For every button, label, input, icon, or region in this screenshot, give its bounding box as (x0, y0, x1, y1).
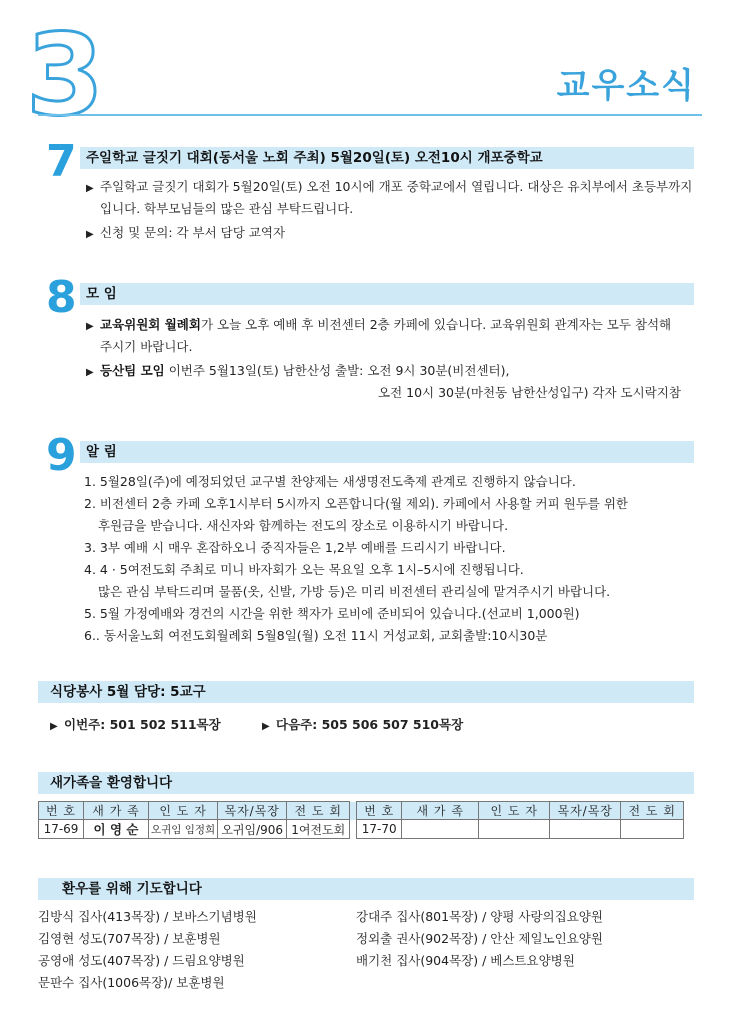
section7-title: 주일학교 글짓기 대회(동서울 노회 주최) 5월20일(토) 오전10시 개포중학교 (86, 150, 543, 166)
table-cell: 이 영 순 (84, 820, 149, 839)
prayer-item: 문판수 집사(1006목장)/ 보훈병원 (38, 975, 225, 990)
table-cell (479, 820, 550, 839)
notice-line: 많은 관심 부탁드리며 물품(옷, 신발, 가방 등)은 미리 비전센터 관리실에 맡겨주시기 바랍니다. (98, 584, 611, 599)
table-cell: 오귀임 임정희 (149, 820, 218, 839)
dining-title: 식당봉사 5월 담당: 5교구 (50, 684, 206, 700)
section7-line-2: 입니다. 학부모님들의 많은 관심 부탁드립니다. (100, 201, 354, 216)
section8-item-1: ▶ 교육위원회 월례회가 오늘 오후 예배 후 비전센터 2층 카페에 있습니다. 교육위원회 관계자는 모두 참석해 (86, 314, 671, 338)
section7-header-bar (80, 147, 694, 169)
header-cell: 전 도 회 (287, 802, 350, 820)
prayer-title: 환우를 위해 기도합니다 (62, 881, 202, 897)
table-cell (550, 820, 621, 839)
table-cell: 1여전도회 (287, 820, 350, 839)
prayer-item: 배기천 집사(904목장) / 베스트요양병원 (356, 953, 575, 968)
header-cell: 번 호 (357, 802, 402, 820)
bullet-icon: ▶ (86, 183, 94, 194)
notice-line: 3. 3부 예배 시 매우 혼잡하오니 중직자들은 1,2부 예배를 드리시기 바랍니다. (84, 540, 506, 555)
dining-header-bar (38, 681, 694, 703)
bullet-icon: ▶ (50, 721, 58, 732)
table-cell (402, 820, 479, 839)
section7-number: 7 (46, 136, 77, 187)
table-gap (350, 820, 357, 839)
notice-line: 5. 5월 가정예배와 경건의 시간을 위한 책자가 로비에 준비되어 있습니다.(선교비 1,000원) (84, 606, 580, 621)
table-gap (350, 802, 357, 820)
dining-this-week: ▶ 이번주: 501 502 511목장 (50, 714, 221, 738)
welcome-header-bar (38, 772, 694, 794)
notice-line: 후원금을 받습니다. 새신자와 함께하는 전도의 장소로 이용하시기 바랍니다. (98, 518, 509, 533)
header-cell: 인 도 자 (479, 802, 550, 820)
table-cell (621, 820, 684, 839)
header-cell: 새 가 족 (402, 802, 479, 820)
bullet-icon: ▶ (86, 229, 94, 240)
prayer-header-bar (38, 878, 694, 900)
prayer-item: 정외출 권사(902목장) / 안산 제일노인요양원 (356, 931, 603, 946)
welcome-title: 새가족을 환영합니다 (50, 775, 173, 791)
notice-line: 6.. 동서울노회 여전도회월례회 5월8일(월) 오전 11시 거성교회, 교회출발:10시30분 (84, 628, 548, 643)
section8-header-bar (80, 283, 694, 305)
notice-line: 4. 4 · 5여전도회 주최로 미니 바자회가 오는 목요일 오후 1시–5시에 진행됩니다. (84, 562, 524, 577)
section8-title: 모 임 (86, 286, 117, 302)
notice-line: 2. 비전센터 2층 카페 오후1시부터 5시까지 오픈합니다(월 제외). 카페에서 사용할 커피 원두를 위한 (84, 496, 628, 511)
table-row (39, 820, 684, 839)
page-number (20, 18, 116, 128)
section8-item-2-cont: 오전 10시 30분(마천동 남한산성입구) 각자 도시락지참 (378, 385, 681, 400)
header-cell: 새 가 족 (84, 802, 149, 820)
prayer-item: 김영현 성도(707목장) / 보훈병원 (38, 931, 221, 946)
section9-header-bar (80, 441, 694, 463)
bullet-icon: ▶ (86, 321, 94, 332)
welcome-table (38, 801, 684, 839)
bullet-icon: ▶ (86, 367, 94, 378)
section8-item-2: ▶ 등산팀 모임 이번주 5월13일(토) 남한산성 출발: 오전 9시 30분(비전센터), (86, 360, 509, 384)
table-header-row (39, 802, 684, 820)
section7-line-3: ▶ 신청 및 문의: 각 부서 담당 교역자 (86, 222, 285, 246)
prayer-item: 공영애 성도(407목장) / 드림요양병원 (38, 953, 245, 968)
table-cell: 오귀임/906 (218, 820, 287, 839)
section9-title: 알 림 (86, 444, 117, 460)
page-title: 교우소식 (556, 66, 696, 106)
header-cell: 번 호 (39, 802, 84, 820)
table-cell: 17-69 (39, 820, 84, 839)
header-cell: 목자/목장 (218, 802, 287, 820)
section8-item-1-cont: 주시기 바랍니다. (100, 339, 193, 354)
header-cell: 인 도 자 (149, 802, 218, 820)
prayer-item: 김방식 집사(413목장) / 보바스기념병원 (38, 909, 257, 924)
dining-next-week: ▶ 다음주: 505 506 507 510목장 (262, 714, 463, 738)
section7-line-1: ▶ 주일학교 글짓기 대회가 5월20일(토) 오전 10시에 개포 중학교에서 열립니다. 대상은 유치부에서 초등부까지 (86, 176, 692, 200)
prayer-item: 강대주 집사(801목장) / 양평 사랑의집요양원 (356, 909, 603, 924)
bullet-icon: ▶ (262, 721, 270, 732)
header-cell: 전 도 회 (621, 802, 684, 820)
svg-text:3: 3 (26, 18, 104, 128)
table-cell: 17-70 (357, 820, 402, 839)
notice-line: 1. 5월28일(주)에 예정되었던 교구별 찬양제는 새생명전도축제 관계로 진행하지 않습니다. (84, 474, 576, 489)
header-cell: 목자/목장 (550, 802, 621, 820)
section8-number: 8 (46, 272, 77, 323)
welcome-table-wrap (38, 801, 684, 839)
section9-number: 9 (46, 430, 77, 481)
header-divider (38, 114, 702, 116)
